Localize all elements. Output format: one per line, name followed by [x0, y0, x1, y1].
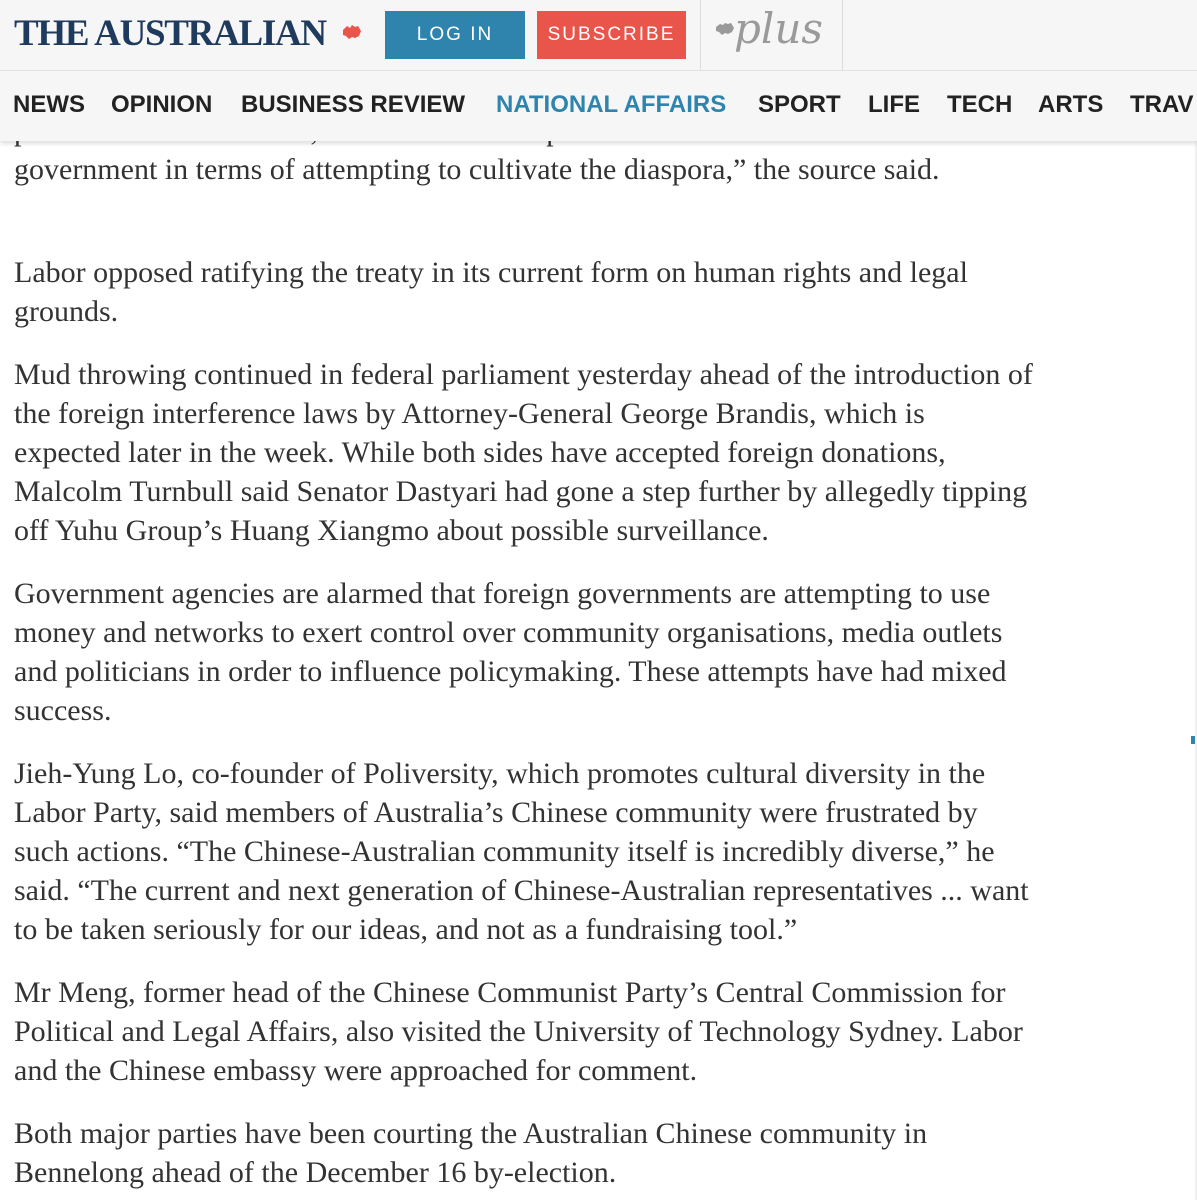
nav-item-tech[interactable]: TECH — [947, 91, 1013, 118]
plus-link[interactable]: plus — [734, 4, 823, 53]
login-button[interactable]: LOG IN — [385, 11, 525, 59]
nav-item-arts[interactable]: ARTS — [1038, 91, 1104, 118]
article-paragraph: Mud throwing continued in federal parliament yesterday ahead of the introduction of the foreign interference laws by Attorney-General George Brandis, which is expected later in the week. While both sides have accepted foreign donations, Malcolm Turnbull said Senator Dastyari had gone a step further by allegedly tipping off Yuhu Group’s Huang Xiangmo about possible surveillance. — [14, 358, 1033, 547]
australia-map-icon — [342, 24, 362, 40]
nav-item-business-review[interactable]: BUSINESS REVIEW — [241, 91, 466, 118]
article-paragraph: government in terms of attempting to cultivate the diaspora,” the source said. — [14, 153, 940, 186]
subscribe-button[interactable]: SUBSCRIBE — [537, 11, 686, 59]
site-logo[interactable]: THE AUSTRALIAN — [14, 13, 326, 54]
article-paragraph: Labor opposed ratifying the treaty in its current form on human rights and legal grounds. — [14, 256, 968, 328]
nav-item-national-affairs[interactable]: NATIONAL AFFAIRS — [496, 91, 727, 118]
australia-map-icon — [715, 22, 735, 36]
header-divider — [842, 0, 843, 70]
nav-item-news[interactable]: NEWS — [13, 91, 85, 118]
nav-item-life[interactable]: LIFE — [868, 91, 920, 118]
nav-item-travel[interactable]: TRAV — [1130, 91, 1194, 118]
article-paragraph: Jieh-Yung Lo, co-founder of Poliversity, which promotes cultural diversity in the Labor Party, said members of Australia’s Chinese community were frustrated by such actions. “The Chinese-Australian community itself is incredibly diverse,” he said. “The current and next generation of Chinese-Australian representatives ... want to be taken seriously for our ideas, and not as a fundraising tool.” — [14, 757, 1029, 946]
main-navigation — [0, 70, 1197, 141]
scrollbar-thumb[interactable] — [1191, 736, 1195, 744]
article-paragraph: Government agencies are alarmed that foreign governments are attempting to use money and networks to exert control over community organisations, media outlets and politicians in order to influence policymaking. These attempts have had mixed success. — [14, 577, 1007, 727]
header-divider — [700, 0, 701, 70]
article-paragraph: Both major parties have been courting the Australian Chinese community in Bennelong ahead of the December 16 by-election. — [14, 1117, 928, 1189]
site-header — [0, 0, 1197, 70]
nav-item-opinion[interactable]: OPINION — [111, 91, 213, 118]
nav-item-sport[interactable]: SPORT — [758, 91, 841, 118]
article-paragraph: Mr Meng, former head of the Chinese Communist Party’s Central Commission for Political and Legal Affairs, also visited the University of Technology Sydney. Labor and the Chinese embassy were approached for comment. — [14, 976, 1023, 1087]
